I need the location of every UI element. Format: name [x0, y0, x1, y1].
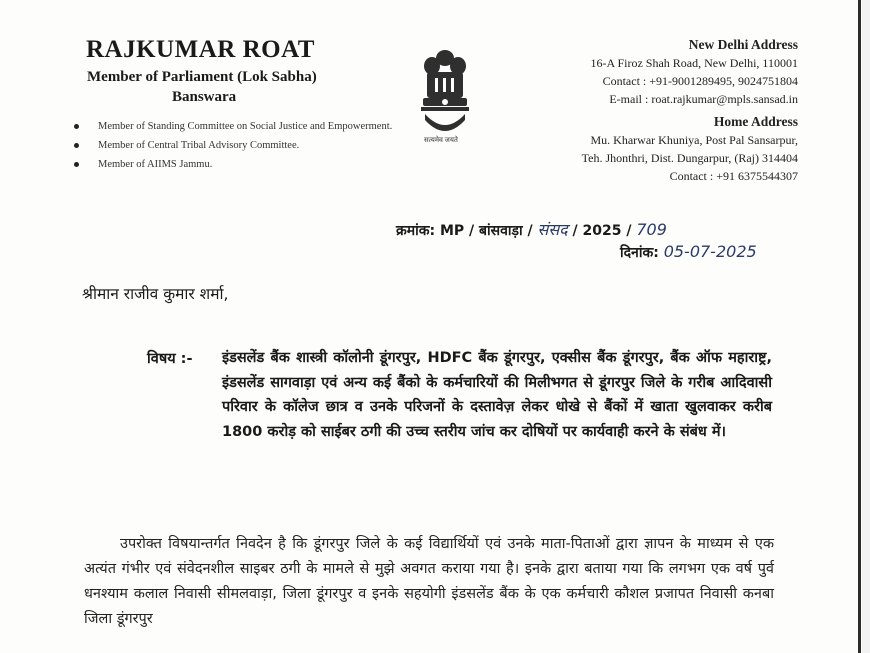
- salutation: श्रीमान राजीव कुमार शर्मा,: [82, 285, 229, 303]
- reference-year: / 2025 /: [572, 223, 632, 239]
- page-edge-line: [858, 0, 861, 653]
- delhi-address-line: 16-A Firoz Shah Road, New Delhi, 110001: [590, 56, 798, 70]
- home-address-line2: Teh. Jhonthri, Dist. Dungarpur, (Raj) 314404: [581, 151, 798, 165]
- bullet-icon: [74, 162, 79, 167]
- reference-label: क्रमांक: MP / बांसवाड़ा /: [396, 223, 533, 239]
- subject-label: विषय :-: [147, 351, 193, 367]
- body-text: [84, 532, 774, 632]
- emblem-caption: सत्यमेव जयते: [424, 136, 458, 144]
- bullet-icon: [74, 143, 79, 148]
- mp-name: RAJKUMAR ROAT: [86, 36, 315, 63]
- membership-item: Member of Standing Committee on Social Justice and Empowerment.: [74, 120, 394, 133]
- mp-constituency: Banswara: [172, 89, 237, 105]
- home-address-heading: Home Address: [713, 114, 798, 129]
- committee-memberships: [74, 120, 394, 177]
- body-paragraph: उपरोक्त विषयान्तर्गत निवदेन है कि डूंगरपुर जिले के कई विद्यार्थियों एवं उनके माता-पिताओं द्वारा ज्ञापन के माध्यम से एक अत्यंत गंभीर एवं संवेदनशील साइबर ठगी के मामले से मुझे अवगत कराया गया है। इनके द्वारा बताया गया कि लगभग एक वर्ष पुर्व धनश्याम कलाल निवासी सीमलवाड़ा, जिला डूंगरपुर व इनके सहयोगी इंडसलेंड बैंक के एक कर्मचारी कौशल प्रजापत निवासी कनबा जिला डूंगरपुर: [84, 536, 774, 627]
- date-label: दिनांक:: [620, 245, 659, 261]
- mp-role: Member of Parliament (Lok Sabha): [87, 69, 317, 85]
- membership-item: Member of Central Tribal Advisory Committee.: [74, 139, 394, 152]
- home-contact: Contact : +91 6375544307: [669, 169, 798, 183]
- home-address-line1: Mu. Kharwar Khuniya, Post Pal Sansarpur,: [590, 133, 798, 147]
- membership-item: Member of AIIMS Jammu.: [74, 158, 394, 171]
- letter-date: [620, 242, 757, 262]
- reference-handwritten-part: संसद: [537, 220, 568, 239]
- date-handwritten-value: 05-07-2025: [663, 242, 757, 261]
- national-emblem-icon: [415, 44, 475, 144]
- delhi-address-heading: New Delhi Address: [688, 37, 798, 52]
- reference-number: [396, 218, 667, 240]
- subject-text: इंडसलेंड बैंक शास्त्री कॉलोनी डूंगरपुर, HDFC बैंक डूंगरपुर, एक्सीस बैंक डूंगरपुर, बैंक ऑफ महाराष्ट्र, इंडसलेंड सागवाड़ा एवं अन्य कई बैंको के कर्मचारियों की मिलीभगत से डूंगरपुर जिले के गरीब आदिवासी परिवार के कॉलेज छात्र व उनके परिजनों के दस्तावेज़ लेकर धोखे से बैंकों में खाता खुलवाकर करीब 1800 करोड़ को साईबर ठगी की उच्च स्तरीय जांच कर दोषियों पर कार्यवाही करने के संबंध में।: [222, 350, 772, 440]
- delhi-email: E-mail : roat.rajkumar@mpls.sansad.in: [609, 92, 798, 106]
- delhi-contact: Contact : +91-9001289495, 9024751804: [602, 74, 798, 88]
- bullet-icon: [74, 124, 79, 129]
- reference-handwritten-number: 709: [636, 220, 667, 239]
